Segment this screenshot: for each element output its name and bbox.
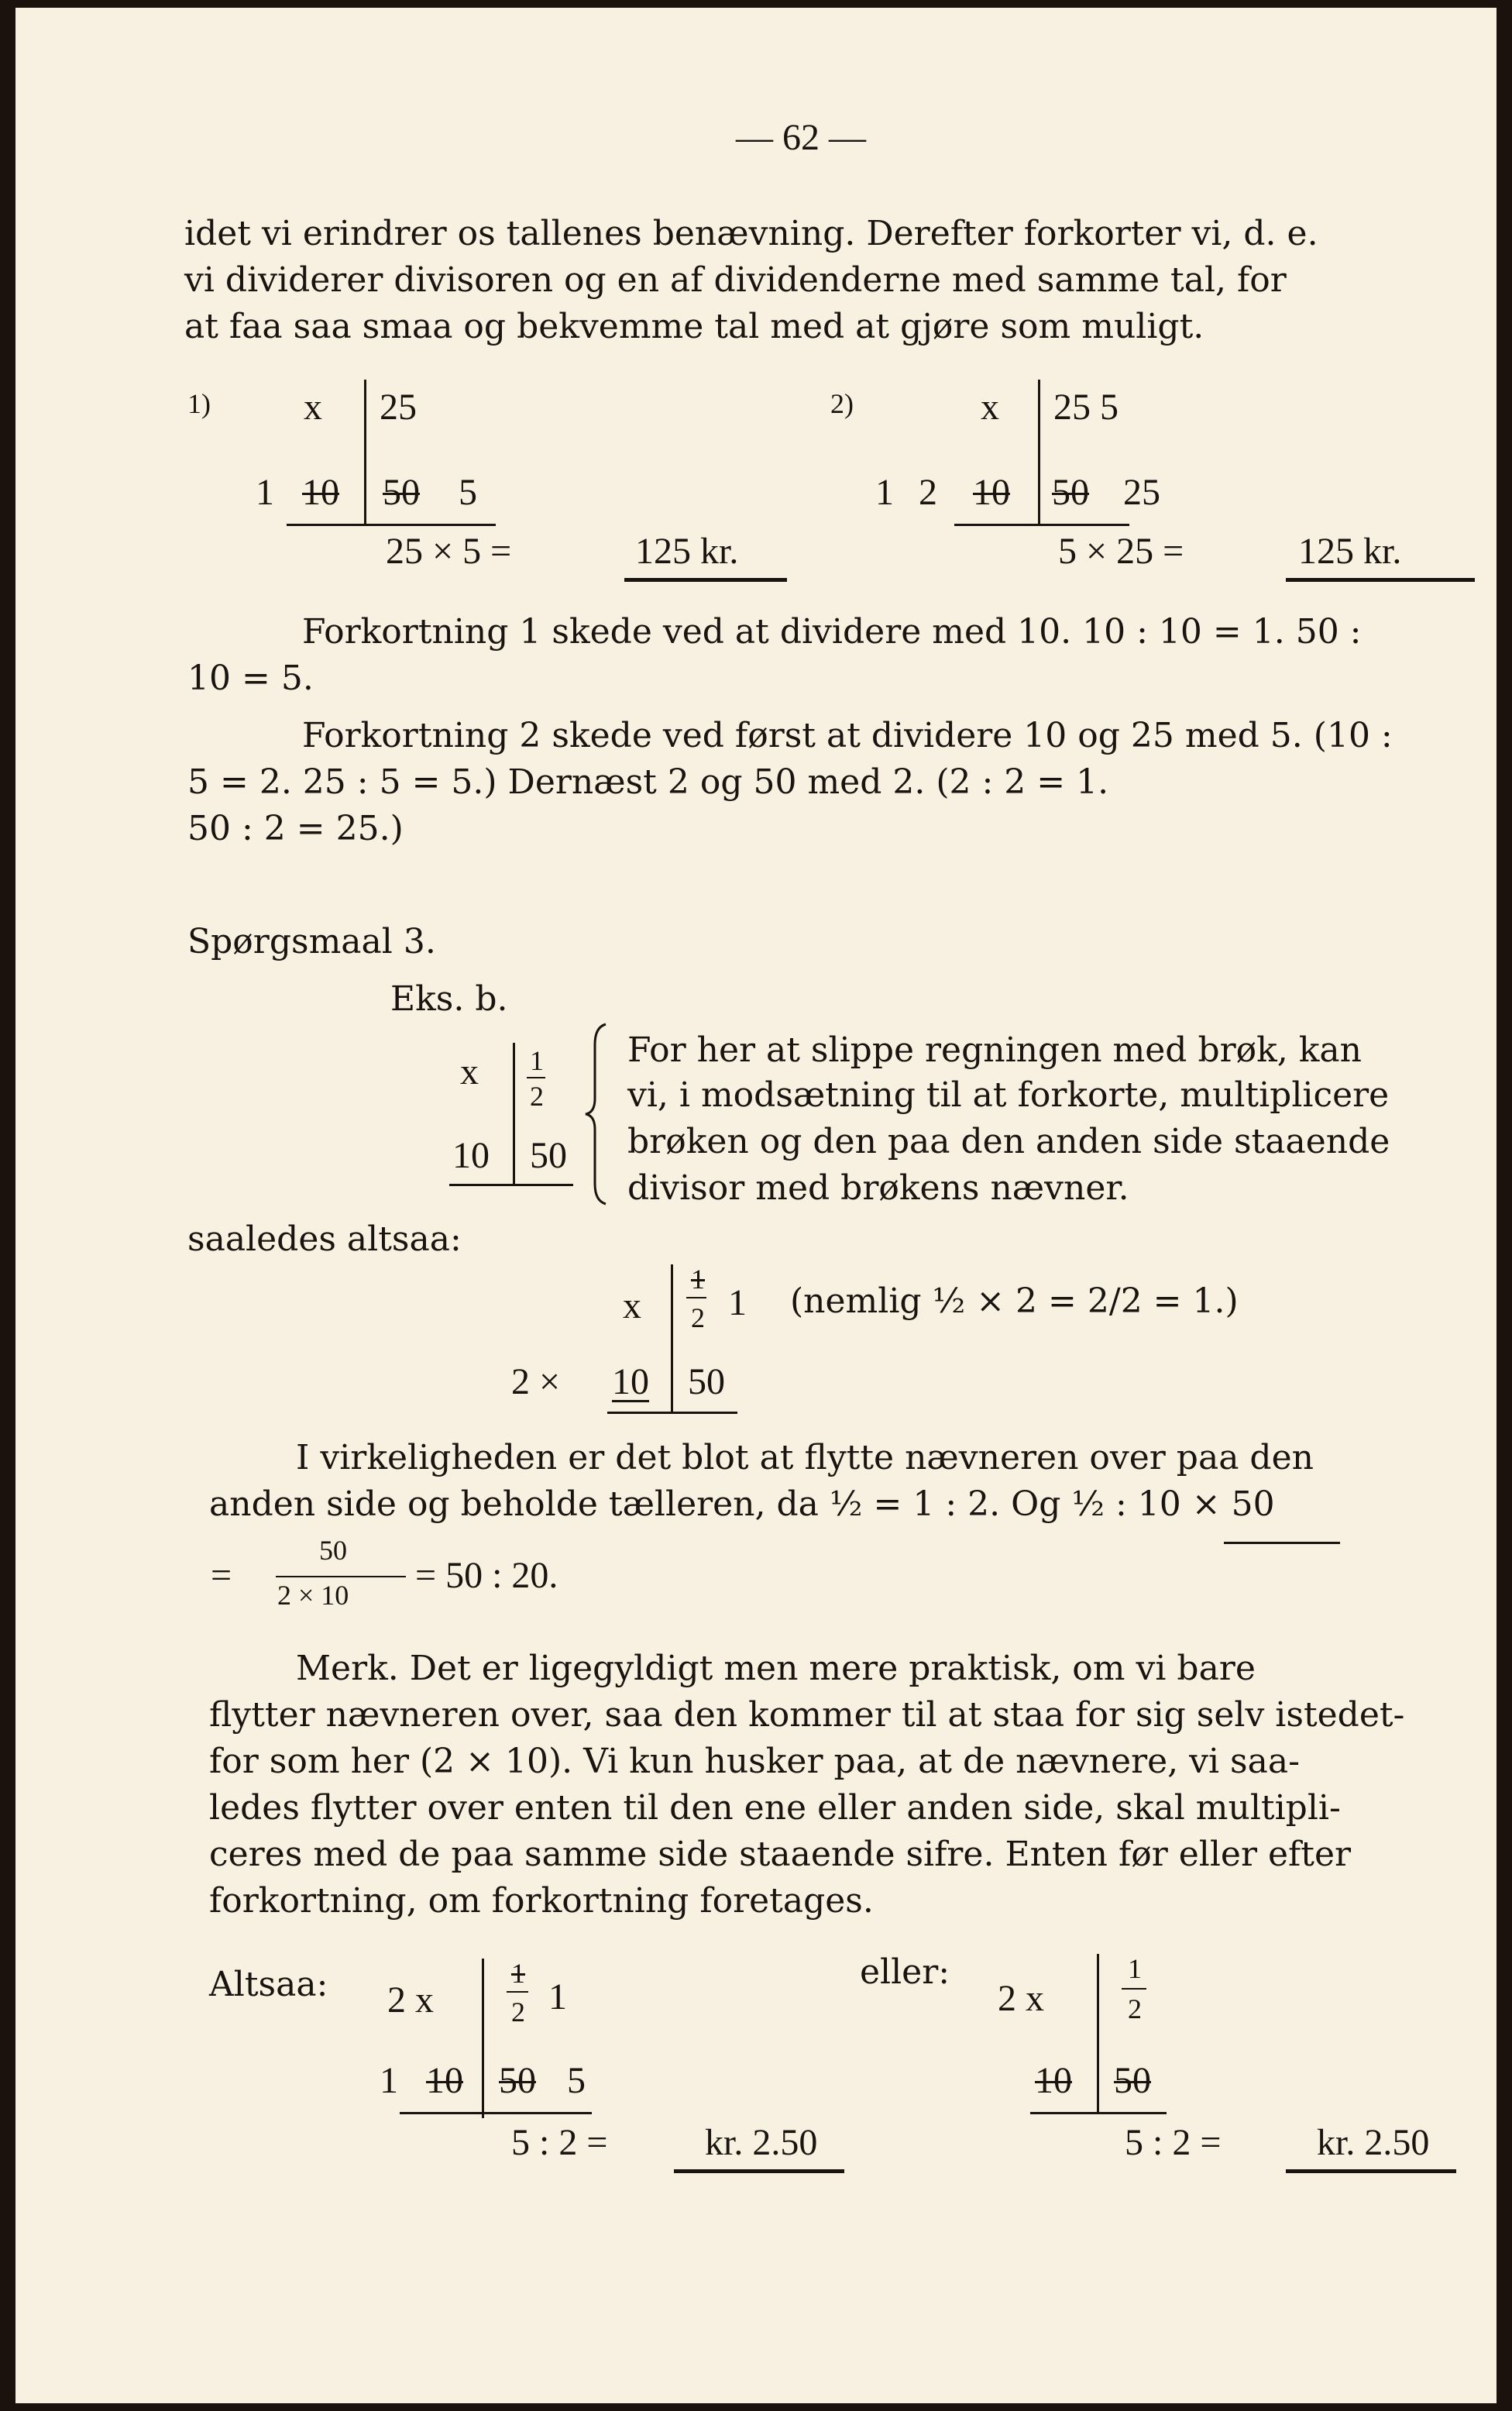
- ex1-result-underline: [624, 578, 787, 582]
- ex1-a: 25: [380, 387, 417, 428]
- question-divider: [513, 1043, 515, 1184]
- altsaa-divider: [482, 1959, 484, 2118]
- eller-frac-den: 2: [1128, 1993, 1142, 2024]
- altsaa-rule: [400, 2112, 592, 2114]
- question-row2-left: 10: [452, 1135, 490, 1176]
- ex1-row2-struck: 10: [302, 472, 339, 513]
- ex1-rule: [287, 524, 496, 526]
- question2-frac-den: 2: [691, 1302, 705, 1333]
- virkelighed-line-2: anden side og beholde tælleren, da ½ = 1 : 2. Og ½ : 10 × 50: [209, 1484, 1275, 1524]
- ex2-label: 2): [830, 388, 854, 419]
- page-number: — 62 —: [736, 117, 866, 158]
- intro-line-1: idet vi erindrer os tallenes benævning. Derefter forkorter vi, d. e.: [184, 214, 1318, 253]
- eller-result-underline: [1286, 2169, 1456, 2173]
- question-eks: Eks. b.: [390, 979, 508, 1019]
- question2-nemlig: (nemlig ½ × 2 = 2/2 = 1.): [790, 1281, 1239, 1321]
- question2-x: x: [623, 1285, 641, 1326]
- ex1-divider: [364, 380, 366, 524]
- eller-row2-struck: 10: [1035, 2060, 1072, 2101]
- ex1-result-left: 25 × 5 =: [386, 531, 512, 572]
- merk-line-1: Merk. Det er ligegyldigt men mere praktisk, om vi bare: [296, 1649, 1256, 1688]
- forkortning2-line-3: 50 : 2 = 25.): [187, 809, 404, 848]
- altsaa-row2-struck: 10: [426, 2060, 463, 2101]
- eller-divider: [1097, 1954, 1099, 2113]
- eller-rule: [1030, 2112, 1167, 2114]
- question2-row-left: 2 ×: [511, 1361, 561, 1402]
- ex2-result-right: 125 kr.: [1298, 531, 1402, 572]
- altsaa-frac-right: 1: [548, 1976, 567, 2017]
- virkelighed-frac-bar: [276, 1576, 406, 1577]
- question-x: x: [460, 1051, 479, 1092]
- ex2-row2-b: 2: [919, 472, 937, 513]
- ex1-result-right: 125 kr.: [635, 531, 739, 572]
- intro-line-2: vi dividerer divisoren og en af dividenderne med samme tal, for: [184, 260, 1287, 300]
- eller-label: eller:: [860, 1952, 950, 1992]
- altsaa-frac-num: 1: [511, 1958, 525, 1989]
- question2-frac-right: 1: [728, 1282, 747, 1323]
- eller-left: 2 x: [998, 1978, 1044, 2019]
- ex1-label: 1): [187, 388, 211, 419]
- ex1-row2-right: 5: [459, 472, 477, 513]
- eller-result: 5 : 2 =: [1125, 2122, 1222, 2163]
- question2-frac-num: 1: [691, 1264, 705, 1295]
- ex1-row2-mid: 50: [383, 472, 420, 513]
- virkelighed-frac-num: 50: [319, 1535, 347, 1566]
- eller-frac-num: 1: [1128, 1953, 1142, 1984]
- question-note-3: brøken og den paa den anden side staaende: [627, 1122, 1390, 1161]
- ex1-row2-left: 1: [256, 472, 274, 513]
- ex2-row2-struck: 10: [973, 472, 1010, 513]
- eller-row2-mid: 50: [1114, 2060, 1151, 2101]
- forkortning2-line-1: Forkortning 2 skede ved først at dividere 10 og 25 med 5. (10 :: [302, 716, 1393, 755]
- forkortning1-line-1: Forkortning 1 skede ved at dividere med 10. 10 : 10 = 1. 50 :: [302, 612, 1362, 652]
- merk-line-4: ledes flytter over enten til den ene eller anden side, skal multipli-: [209, 1788, 1341, 1828]
- altsaa-result: 5 : 2 =: [511, 2122, 608, 2163]
- ex2-x: x: [981, 387, 999, 428]
- merk-line-6: forkortning, om forkortning foretages.: [209, 1881, 874, 1921]
- virkelighed-brace-under: [1224, 1542, 1340, 1544]
- question-note-4: divisor med brøkens nævner.: [627, 1168, 1129, 1208]
- question2-rule: [607, 1412, 737, 1414]
- question-rule: [449, 1184, 573, 1186]
- ex2-row2-mid: 50: [1052, 472, 1089, 513]
- altsaa-frac-bar: [507, 1991, 528, 1993]
- question2-frac-bar: [686, 1297, 706, 1298]
- forkortning1-line-2: 10 = 5.: [187, 659, 314, 698]
- ex2-rule: [954, 524, 1129, 526]
- question2-divider: [671, 1264, 673, 1412]
- altsaa-row2-a: 1: [380, 2060, 398, 2101]
- altsaa-result-underline: [674, 2169, 844, 2173]
- merk-line-3: for som her (2 × 10). Vi kun husker paa, at de nævnere, vi saa-: [209, 1742, 1300, 1781]
- ex2-result-left: 5 × 25 =: [1058, 531, 1184, 572]
- forkortning2-line-2: 5 = 2. 25 : 5 = 5.) Dernæst 2 og 50 med 2. (2 : 2 = 1.: [187, 762, 1109, 802]
- ex2-result-underline: [1286, 578, 1475, 582]
- merk-line-2: flytter nævneren over, saa den kommer til at staa for sig selv istedet-: [209, 1695, 1405, 1735]
- question-half-num: 1: [530, 1045, 544, 1076]
- intro-line-3: at faa saa smaa og bekvemme tal med at gjøre som muligt.: [184, 307, 1204, 346]
- altsaa-row2-right: 5: [567, 2060, 586, 2101]
- altsaa-row2-mid: 50: [499, 2060, 536, 2101]
- ex2-row2-right: 25: [1123, 472, 1160, 513]
- ex2-a: 25 5: [1053, 387, 1119, 428]
- ex2-row2-a: 1: [875, 472, 894, 513]
- question-half-bar: [527, 1077, 545, 1078]
- virkelighed-tail: = 50 : 20.: [415, 1555, 558, 1596]
- question2-row-mid: 10: [612, 1361, 649, 1402]
- question2-row-right: 50: [688, 1361, 725, 1402]
- question-note-1: For her at slippe regningen med brøk, kan: [627, 1030, 1362, 1070]
- merk-line-5: ceres med de paa samme side staaende sifre. Enten før eller efter: [209, 1835, 1352, 1874]
- altsaa-left: 2 x: [387, 1979, 434, 2021]
- question-saaledes: saaledes altsaa:: [187, 1219, 462, 1259]
- eller-frac-bar: [1122, 1988, 1146, 1990]
- virkelighed-frac-den: 2 × 10: [277, 1580, 349, 1611]
- virkelighed-line-1: I virkeligheden er det blot at flytte nævneren over paa den: [296, 1438, 1314, 1477]
- question-title: Spørgsmaal 3.: [187, 922, 436, 961]
- question-half-den: 2: [530, 1081, 544, 1112]
- ex2-divider: [1038, 380, 1040, 524]
- question-note-2: vi, i modsætning til at forkorte, multiplicere: [627, 1075, 1390, 1115]
- question-brace: [579, 1021, 610, 1207]
- altsaa-label: Altsaa:: [209, 1965, 328, 2004]
- question-row2-right: 50: [530, 1135, 567, 1176]
- book-page: [15, 8, 1497, 2403]
- altsaa-frac-den: 2: [511, 1997, 525, 2028]
- virkelighed-eq: =: [211, 1555, 232, 1596]
- eller-result-kr: kr. 2.50: [1317, 2122, 1430, 2163]
- ex1-x: x: [304, 387, 322, 428]
- altsaa-result-kr: kr. 2.50: [705, 2122, 818, 2163]
